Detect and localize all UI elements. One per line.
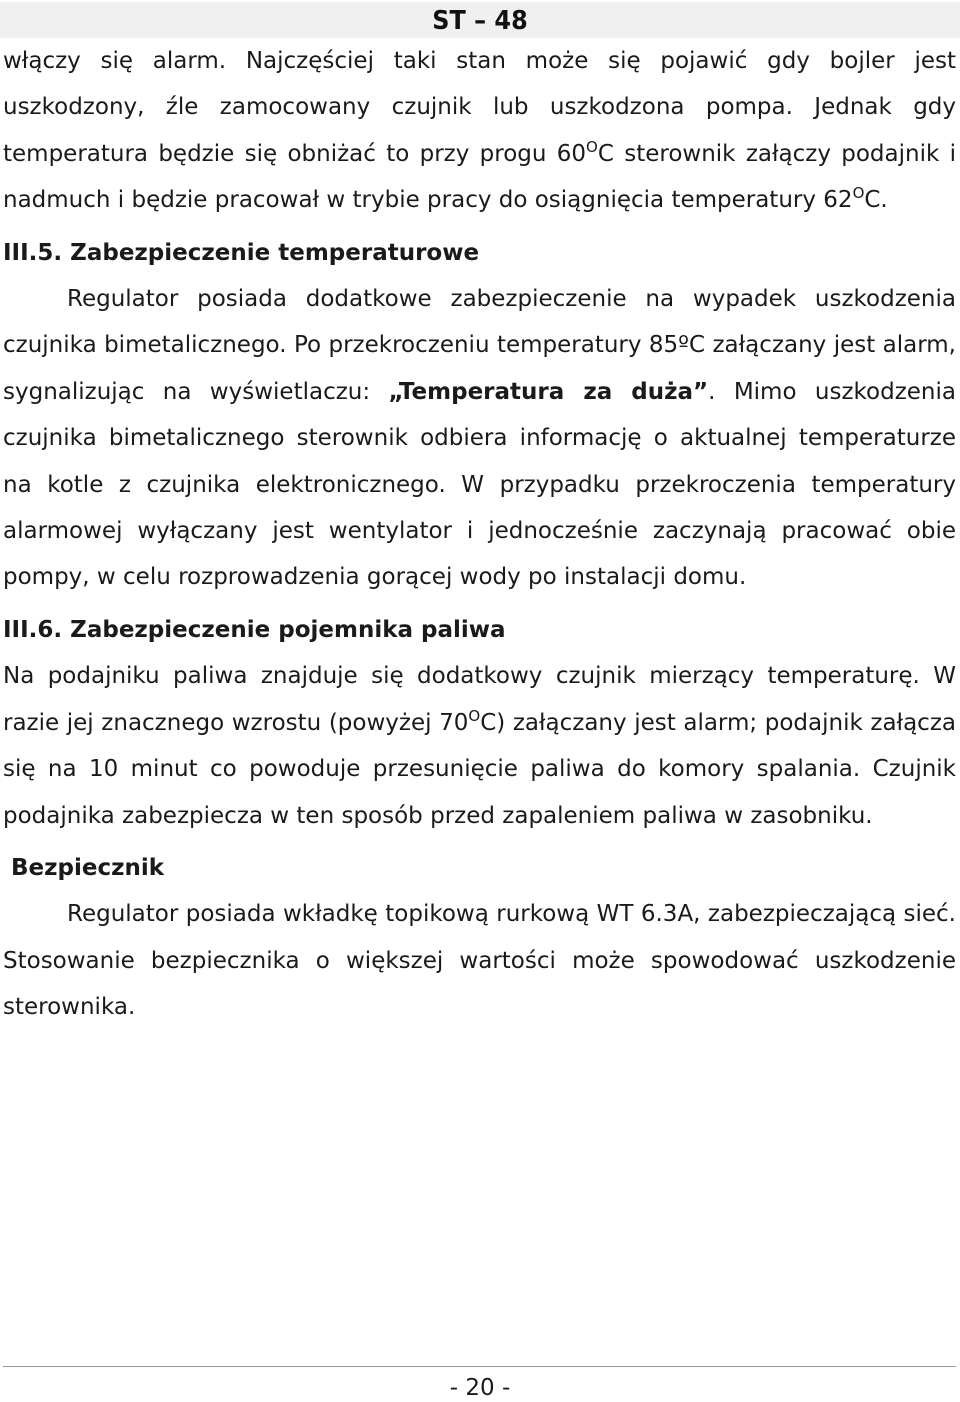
- fuel-text-a: Na podajniku paliwa znajduje się dodatkowy czujnik mierzący temperaturę. W razie jej znacznego wzrostu (powyżej 70: [3, 663, 956, 736]
- fuel-container-paragraph: [3, 653, 956, 839]
- temperature-text-b: . Mimo uszkodzenia czujnika bimetalicznego sterownik odbiera informację o aktualnej temperaturze na kotle z czujnika elektronicznego. W przypadku przekroczenia temperatury alarmowej wyłączany jest wentylator i jednocześnie zaczynają pracować obie pompy, w celu rozprowadzenia gorącej wody po instalacji domu.: [3, 378, 956, 591]
- section-heading-fuel-container-protection: III.6. Zabezpieczenie pojemnika paliwa: [3, 616, 506, 643]
- temperature-text-a: Regulator posiada dodatkowe zabezpieczenie na wypadek uszkodzenia czujnika bimetalicznego. Po przekroczeniu temperatury 85ºC załączany jest alarm, sygnalizując na wyświetlaczu:: [3, 286, 956, 405]
- page-header: [0, 2, 960, 38]
- footer-divider: [3, 1366, 956, 1367]
- header-title: ST – 48: [432, 6, 528, 36]
- section-heading-temperature-protection: III.5. Zabezpieczenie temperaturowe: [3, 239, 480, 266]
- intro-paragraph: [3, 38, 956, 224]
- fuse-paragraph: Regulator posiada wkładkę topikową rurkową WT 6.3A, zabezpieczającą sieć. Stosowanie bezpiecznika o większej wartości może spowodować uszkodzenie sterownika.: [3, 901, 956, 1021]
- document-body: [3, 38, 956, 1031]
- degree-superscript: O: [586, 137, 598, 156]
- display-message: „Temperatura za duża”: [388, 378, 709, 405]
- temperature-protection-paragraph: [3, 276, 956, 601]
- section-heading-fuse: Bezpiecznik: [11, 854, 165, 881]
- intro-text-b: C sterownik załączy podajnik i nadmuch i będzie pracował w trybie pracy do osiągnięcia temperatury 62: [3, 140, 956, 214]
- intro-text-c: C.: [864, 187, 888, 214]
- fuel-text-b: C) załączany jest alarm; podajnik załącza się na 10 minut co powoduje przesunięcie paliwa do komory spalania. Czujnik podajnika zabezpiecza w ten sposób przed zapaleniem paliwa w zasobniku.: [3, 709, 956, 829]
- intro-text-a: włączy się alarm. Najczęściej taki stan może się pojawić gdy bojler jest uszkodzony, źle zamocowany czujnik lub uszkodzona pompa. Jednak gdy temperatura będzie się obniżać to przy progu 60: [3, 48, 956, 167]
- degree-superscript: O: [468, 706, 481, 725]
- page-number: - 20 -: [449, 1375, 511, 1401]
- degree-superscript: O: [852, 184, 865, 203]
